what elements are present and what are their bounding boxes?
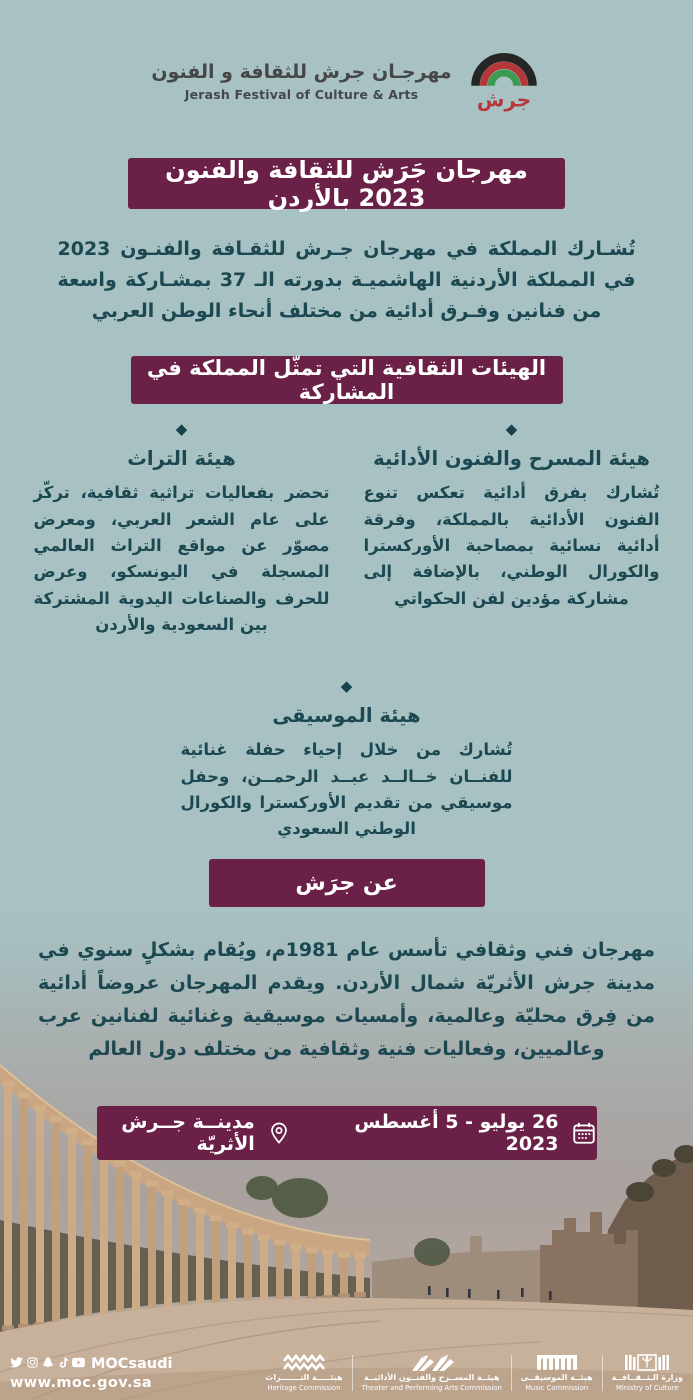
diamond-bullet-icon: ◆ [175, 420, 188, 439]
diamond-bullet-icon: ◆ [340, 677, 353, 696]
main-title-banner: مهرجان جَرَش للثقافة والفنون 2023 بالأردن [128, 158, 565, 209]
palm-tree-icon [625, 1354, 669, 1371]
entities-title-banner: الهيئات الثقافية التي تمثّل المملكة في المشاركة [131, 356, 563, 404]
entity-description: تُشارك بفرق أدائية تعكس تنوع الفنون الأدائية بالمملكة، وفرقة أدائية نسائية بمصاحبة الأوركسترا والكورال الوطني، بالإضافة إلى مشاركة مؤدين لفن الحكواتي [363, 483, 660, 608]
jerash-logo-mark [466, 42, 542, 120]
entity-name: هيئة المسرح والفنون الأدائية [373, 447, 650, 471]
youtube-icon[interactable] [72, 1356, 85, 1372]
entity-heritage-commission [34, 422, 330, 655]
music-commission-logo: هيئــة الموسيقــى Music Commission [521, 1355, 593, 1392]
logo-title-arabic: مهرجـان جرش للثقافة و الفنون [151, 60, 452, 83]
social-handle[interactable]: MOCsaudi [91, 1355, 173, 1372]
footer-divider [511, 1355, 512, 1391]
entity-music-commission [181, 679, 513, 843]
twitter-icon[interactable] [10, 1356, 23, 1372]
footer [0, 1354, 693, 1392]
entities-row [32, 422, 662, 655]
moc-social-block [10, 1356, 173, 1391]
entity-description: تُشارك من خلال إحياء حفلة غنائية للفنــان خــالــد عبــد الرحمــن، وحفل موسيقي من تقديم الأوركسترا والكورال الوطني السعودي [180, 740, 513, 839]
instagram-icon[interactable] [27, 1356, 38, 1372]
location-pin-icon [267, 1121, 291, 1145]
diamond-bullet-icon: ◆ [505, 420, 518, 439]
event-location: مدينــة جــرش الأثريّة [121, 1110, 255, 1155]
footer-divider [602, 1355, 603, 1391]
ministry-of-culture-logo: وزارة الـثــقــافــة Ministry of Culture [612, 1354, 683, 1392]
piano-keys-icon [537, 1355, 577, 1371]
heritage-commission-logo: هيئـــــة التـــــــراث Heritage Commission [265, 1354, 342, 1392]
about-paragraph: مهرجان فني وثقافي تأسس عام 1981م، ويُقام بشكلٍ سنوي في مدينة جرش الأثريّة شمال الأردن. ويقدم المهرجان عروضاً أدائية من فِرق محليّة وعالمية، وأمسيات موسيقية وغنائية لفنانين عرب وعالميين، وفعاليات فنية وثقافية من مختلف دول العالم [38, 939, 655, 1060]
snapchat-icon[interactable] [42, 1356, 54, 1372]
svg-text:جرش: جرش [476, 87, 531, 112]
entity-description: تحضر بفعاليات تراثية ثقافية، تركّز على عام الشعر العربي، ومعرض مصوّر عن مواقع التراث العالمي المسجلة في اليونسكو، وعرض للحرف والصناعات اليدوية المشتركة بين السعودية والأردن [33, 483, 330, 635]
theater-ribbons-icon [410, 1355, 454, 1371]
event-date: 26 يوليو - 5 أغسطس 2023 [354, 1110, 559, 1155]
theater-commission-logo: هيئــة المســرح والفنــون الأدائيــة Theater and Performing Arts Commission [362, 1355, 502, 1392]
about-title-banner: عن جرَش [209, 859, 485, 907]
calendar-icon [571, 1120, 597, 1146]
event-date-location-badge [97, 1106, 597, 1160]
website-url[interactable]: www.moc.gov.sa [10, 1374, 153, 1391]
entity-name: هيئة التراث [127, 447, 236, 471]
footer-divider [352, 1355, 353, 1391]
intro-paragraph: تُشـارك المملكة في مهرجان جـرش للثقـافة والفنـون 2023 في المملكة الأردنية الهاشميـة بدورته الـ 37 بمشـاركة واسعة من فنانين وفـرق أدائية من مختلف أنحاء الوطن العربي [57, 238, 636, 322]
tiktok-icon[interactable] [58, 1356, 68, 1372]
heritage-pattern-icon [283, 1354, 325, 1371]
footer-logos [265, 1354, 683, 1392]
entity-name: هيئة الموسيقى [272, 704, 421, 728]
logo-title-english: Jerash Festival of Culture & Arts [184, 86, 419, 102]
entity-theater-commission [364, 422, 660, 655]
festival-logo [0, 0, 693, 120]
